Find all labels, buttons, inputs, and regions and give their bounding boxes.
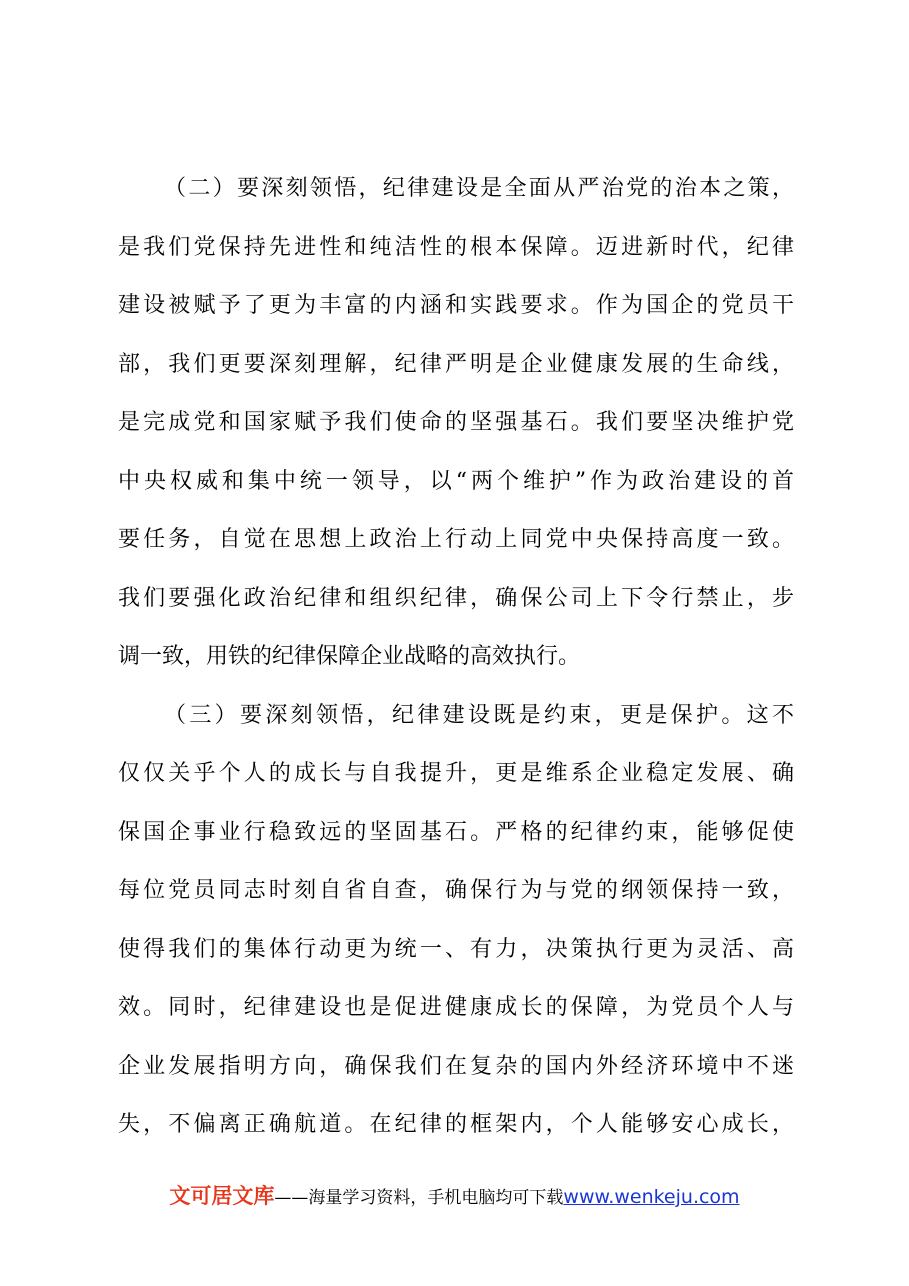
paragraph-line: 企业发展指明方向，确保我们在复杂的国内外经济环境中不迷 (118, 1053, 794, 1079)
paragraph-line: 调一致，用铁的纪律保障企业战略的高效执行。 (118, 644, 581, 669)
paragraph-line: 建设被赋予了更为丰富的内涵和实践要求。作为国企的党员干 (118, 293, 794, 318)
footer-brand: 文可居文库 (169, 1184, 275, 1208)
document-body (118, 160, 794, 1155)
paragraph-line: 我们要强化政治纪律和组织纪律，确保公司上下令行禁止，步 (118, 585, 794, 611)
paragraph-line: 效。同时，纪律建设也是促进健康成长的保障，为党员个人与 (118, 995, 794, 1020)
footer-banner (0, 1176, 909, 1216)
footer-slogan: ——海量学习资料，手机电脑均可下载 (274, 1188, 564, 1208)
paragraph-2 (118, 160, 794, 687)
paragraph-line: 要任务，自觉在思想上政治上行动上同党中央保持高度一致。 (118, 527, 794, 552)
paragraph-line: 中央权威和集中统一领导，以“两个维护”作为政治建设的首 (118, 468, 794, 494)
paragraph-line: 仅仅关乎个人的成长与自我提升，更是维系企业稳定发展、确 (118, 761, 794, 786)
paragraph-line: 部，我们更要深刻理解，纪律严明是企业健康发展的生命线， (118, 351, 794, 377)
footer-url-link[interactable]: www.wenkeju.com (563, 1186, 740, 1208)
paragraph-line: （二）要深刻领悟，纪律建设是全面从严治党的治本之策， (164, 176, 794, 201)
paragraph-3 (118, 687, 794, 1155)
paragraph-line: （三）要深刻领悟，纪律建设既是约束，更是保护。这不 (164, 702, 794, 728)
paragraph-line: 保国企事业行稳致远的坚固基石。严格的纪律约束，能够促使 (118, 819, 794, 845)
paragraph-line: 使得我们的集体行动更为统一、有力，决策执行更为灵活、高 (118, 936, 794, 962)
paragraph-line: 失，不偏离正确航道。在纪律的框架内，个人能够安心成长， (118, 1112, 794, 1137)
paragraph-line: 是我们党保持先进性和纯洁性的根本保障。迈进新时代，纪律 (118, 234, 794, 260)
paragraph-line: 是完成党和国家赋予我们使命的坚强基石。我们要坚决维护党 (118, 410, 794, 435)
paragraph-line: 每位党员同志时刻自省自查，确保行为与党的纲领保持一致， (118, 878, 794, 903)
